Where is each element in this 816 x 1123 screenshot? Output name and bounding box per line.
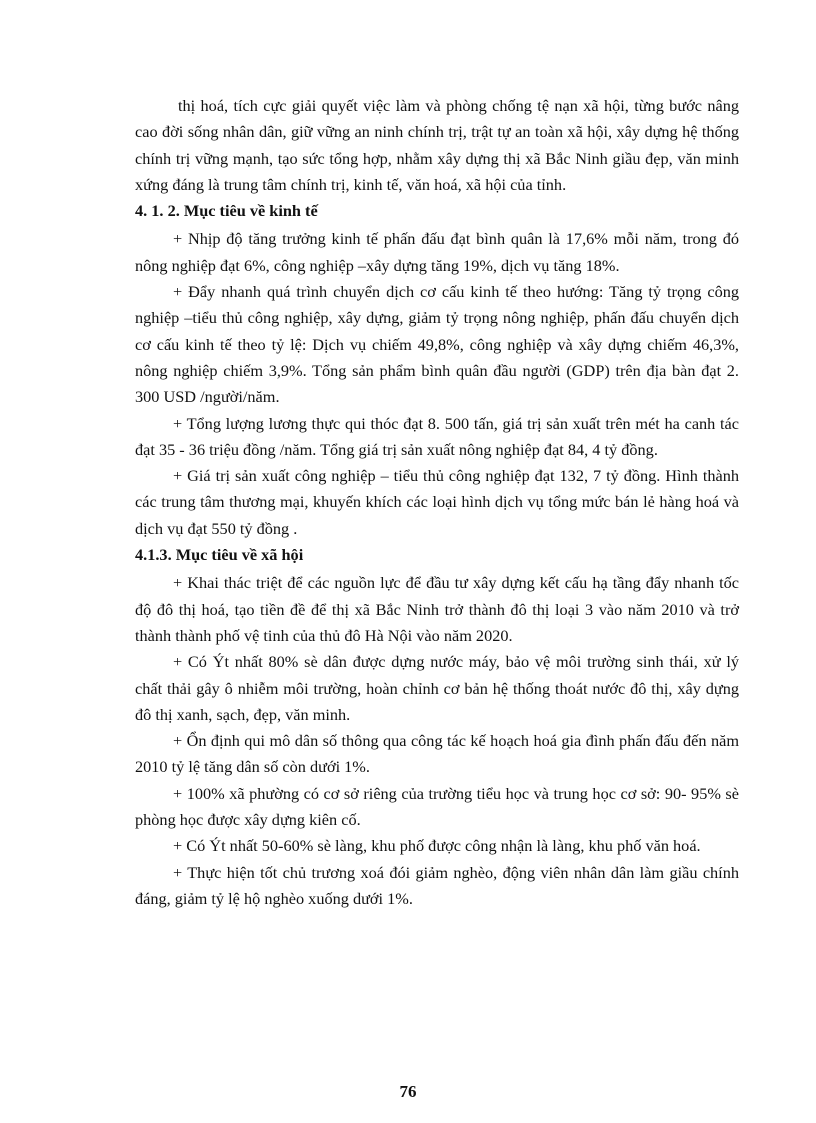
economy-item: + Tổng lượng lương thực qui thóc đạt 8. 500 tấn, giá trị sản xuất trên mét ha canh tác đạt 35 - 36 triệu đồng /năm. Tổng giá trị sản xuất nông nghiệp đạt 84, 4 tỷ đồng. (135, 413, 739, 459)
section-heading-society: 4.1.3. Mục tiêu về xã hội (135, 545, 304, 565)
society-item: + Ổn định qui mô dân số thông qua công tác kế hoạch hoá gia đình phấn đấu đến năm 2010 tỷ lệ tăng dân số còn dưới 1%. (135, 731, 739, 777)
society-item: + Có Ýt nhất 80% sè dân được dựng nước máy, bảo vệ môi trường sinh thái, xử lý chất thải gây ô nhiễm môi trường, hoàn chỉnh cơ bản hệ thống thoát nước đô thị, xây dựng đô thị xanh, sạch, đẹp, văn minh. (135, 652, 739, 724)
society-item: + Có Ýt nhất 50-60% sè làng, khu phố được công nhận là làng, khu phố văn hoá. (173, 836, 701, 856)
economy-item: + Nhịp độ tăng trưởng kinh tế phấn đấu đạt bình quân là 17,6% mỗi năm, trong đó nông nghiệp đạt 6%, công nghiệp –xây dựng tăng 19%, dịch vụ tăng 18%. (135, 229, 739, 275)
society-item: + Thực hiện tốt chủ trương xoá đói giảm nghèo, động viên nhân dân làm giầu chính đáng, giảm tỷ lệ hộ nghèo xuống dưới 1%. (135, 862, 739, 908)
society-item: + 100% xã phường có cơ sở riêng của trường tiểu học và trung học cơ sở: 90- 95% sè phòng học được xây dựng kiên cố. (135, 783, 739, 830)
society-item: + Khai thác triệt để các nguồn lực để đầu tư xây dựng kết cấu hạ tầng đẩy nhanh tốc độ đô thị hoá, tạo tiền đề để thị xã Bắc Ninh trở thành đô thị loại 3 vào năm 2010 và trở thành thành phố vệ tinh của thủ đô Hà Nội vào năm 2020. (135, 573, 739, 645)
page-body (135, 93, 739, 912)
intro-paragraph: thị hoá, tích cực giải quyết việc làm và phòng chống tệ nạn xã hội, từng bước nâng cao đời sống nhân dân, giữ vững an ninh chính trị, trật tự an toàn xã hội, xây dựng hệ thống chính trị vững mạnh, tạo sức tổng hợp, nhằm xây dựng thị xã Bắc Ninh giầu đẹp, văn minh xứng đáng là trung tâm chính trị, kinh tế, văn hoá, xã hội của tỉnh. (135, 96, 739, 194)
economy-item: + Đẩy nhanh quá trình chuyển dịch cơ cấu kinh tế theo hướng: Tăng tỷ trọng công nghiệp –tiểu thủ công nghiệp, xây dựng, giảm tỷ trọng nông nghiệp, phấn đấu chuyển dịch cơ cấu kinh tế theo tỷ lệ: Dịch vụ chiếm 49,8%, công nghiệp và xây dựng chiếm 46,3%, nông nghiệp chiếm 3,9%. Tổng sản phẩm bình quân đầu người (GDP) trên địa bàn đạt 2. 300 USD /người/năm. (135, 282, 739, 407)
page-number: 76 (399, 1082, 417, 1101)
economy-item: + Giá trị sản xuất công nghiệp – tiểu thủ công nghiệp đạt 132, 7 tỷ đồng. Hình thành các trung tâm thương mại, khuyến khích các loại hình dịch vụ tổng mức bán lẻ hàng hoá và dịch vụ đạt 550 tỷ đồng . (135, 466, 739, 538)
section-heading-economy: 4. 1. 2. Mục tiêu về kinh tế (135, 201, 318, 221)
